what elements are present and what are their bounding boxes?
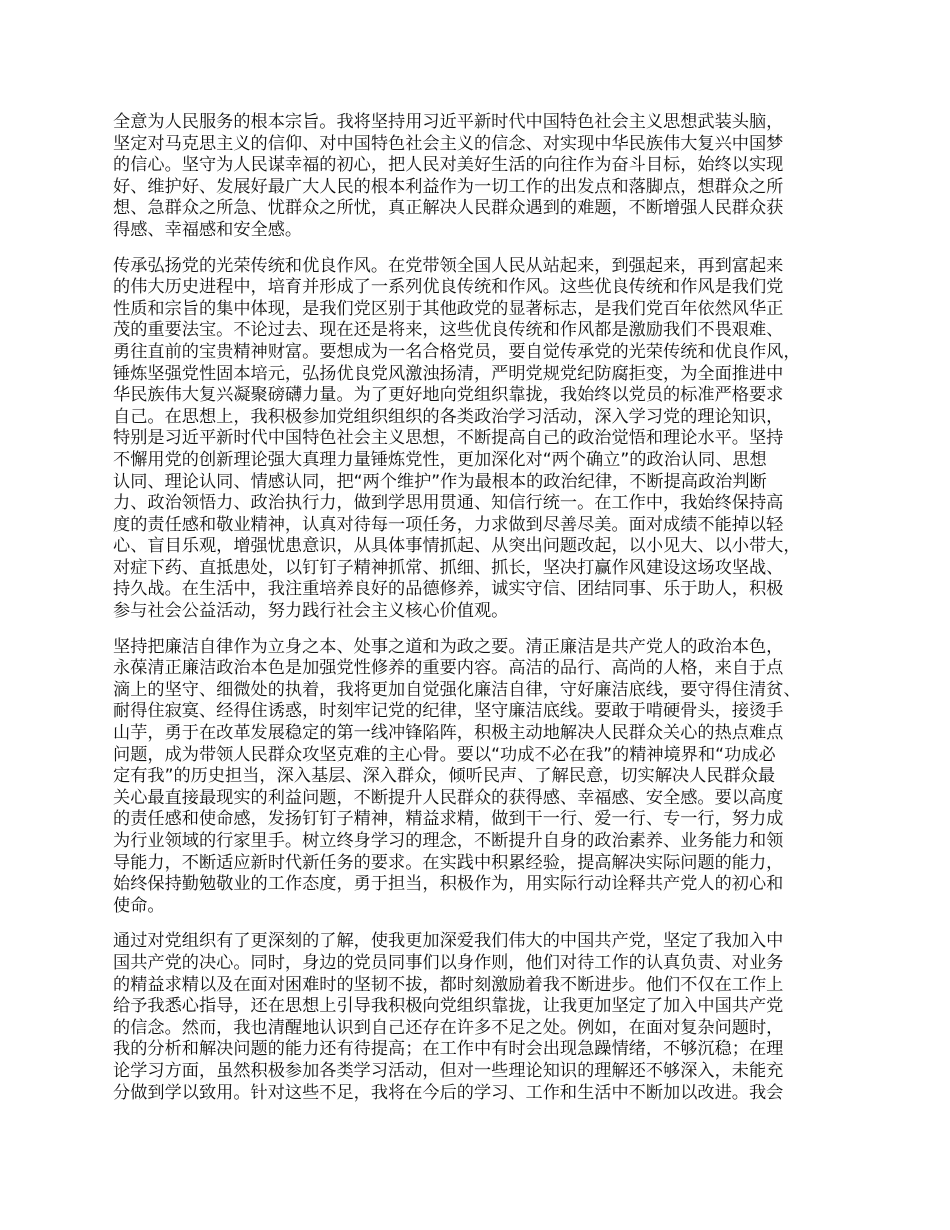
document-body: [113, 112, 853, 1118]
paragraph-1: 全意为人民服务的根本宗旨。我将坚持用习近平新时代中国特色社会主义思想武装头脑， 坚定对马克思主义的信仰、对中国特色社会主义的信念、对实现中华民族伟大复兴中国梦 的信心。坚守为人民谋幸福的初心，把人民对美好生活的向往作为奋斗目标，始终以实现 好、维护好、发展好最广大人民的根本利益作为一切工作的出发点和落脚点，想群众之所 想、急群众之所急、忧群众之所忧，真正解决人民群众遇到的难题，不断增强人民群众获 得感、幸福感和安全感。: [113, 112, 784, 240]
paragraph-4: 通过对党组织有了更深刻的了解，使我更加深爱我们伟大的中国共产党，坚定了我加入中 国共产党的决心。同时，身边的党员同事们以身作则，他们对待工作的认真负责、对业务 的精益求精以及在面对困难时的坚韧不拔，都时刻激励着我不断进步。他们不仅在工作上 给予我悉心指导，还在思想上引导我积极向党组织靠拢，让我更加坚定了加入中国共产党 的信念。然而，我也清醒地认识到自己还存在许多不足之处。例如，在面对复杂问题时， 我的分析和解决问题的能力还有待提高；在工作中有时会出现急躁情绪，不够沉稳；在理 论学习方面，虽然积极参加各类学习活动，但对一些理论知识的理解还不够深入，未能充 分做到学以致用。针对这些不足，我将在今后的学习、工作和生活中不断加以改进。我会: [113, 931, 784, 1103]
paragraph-2: 传承弘扬党的光荣传统和优良作风。在党带领全国人民从站起来，到强起来，再到富起来 的伟大历史进程中，培育并形成了一系列优良传统和作风。这些优良传统和作风是我们党 性质和宗旨的集中体现，是我们党区别于其他政党的显著标志，是我们党百年依然风华正 茂的重要法宝。不论过去、现在还是将来，这些优良传统和作风都是激励我们不畏艰难、 勇往直前的宝贵精神财富。要想成为一名合格党员，要自觉传承党的光荣传统和优良作风， 锤炼坚强党性固本培元，弘扬优良党风激浊扬清，严明党规党纪防腐拒变，为全面推进中 华民族伟大复兴凝聚磅礴力量。为了更好地向党组织靠拢，我始终以党员的标准严格要求 自己。在思想上，我积极参加党组织组织的各类政治学习活动，深入学习党的理论知识， 特别是习近平新时代中国特色社会主义思想，不断提高自己的政治觉悟和理论水平。坚持 不懈用党的创新理论强大真理力量锤炼党性，更加深化对“两个确立”的政治认同、思想 认同、理论认同、情感认同，把“两个维护”作为最根本的政治纪律，不断提高政治判断 力、政治领悟力、政治执行力，做到学思用贯通、知信行统一。在工作中，我始终保持高 度的责任感和敬业精神，认真对待每一项任务，力求做到尽善尽美。面对成绩不能掉以轻 心、盲目乐观，增强忧患意识，从具体事情抓起、从突出问题改起，以小见大、以小带大， 对症下药、直抵患处，以钉钉子精神抓常、抓细、抓长，坚决打赢作风建设这场攻坚战、 持久战。在生活中，我注重培养良好的品德修养，诚实守信、团结同事、乐于助人，积极 参与社会公益活动，努力践行社会主义核心价值观。: [113, 255, 801, 622]
paragraph-3: 坚持把廉洁自律作为立身之本、处事之道和为政之要。清正廉洁是共产党人的政治本色， 永葆清正廉洁政治本色是加强党性修养的重要内容。高洁的品行、高尚的人格，来自于点 滴上的坚守、细微处的执着，我将更加自觉强化廉洁自律，守好廉洁底线，要守得住清贫、 耐得住寂寞、经得住诱惑，时刻牢记党的纪律，坚守廉洁底线。要敢于啃硬骨头，接烫手 山芋，勇于在改革发展稳定的第一线冲锋陷阵，积极主动地解决人民群众关心的热点难点 问题，成为带领人民群众攻坚克难的主心骨。要以“功成不必在我”的精神境界和“功成必 定有我”的历史担当，深入基层、深入群众，倾听民声、了解民意，切实解决人民群众最 关心最直接最现实的利益问题，不断提升人民群众的获得感、幸福感、安全感。要以高度 的责任感和使命感，发扬钉钉子精神，精益求精，做到干一行、爱一行、专一行，努力成 为行业领域的行家里手。树立终身学习的理念，不断提升自身的政治素养、业务能力和领 导能力，不断适应新时代新任务的要求。在实践中积累经验，提高解决实际问题的能力， 始终保持勤勉敬业的工作态度，勇于担当，积极作为，用实际行动诠释共产党人的初心和 使命。: [113, 636, 801, 916]
